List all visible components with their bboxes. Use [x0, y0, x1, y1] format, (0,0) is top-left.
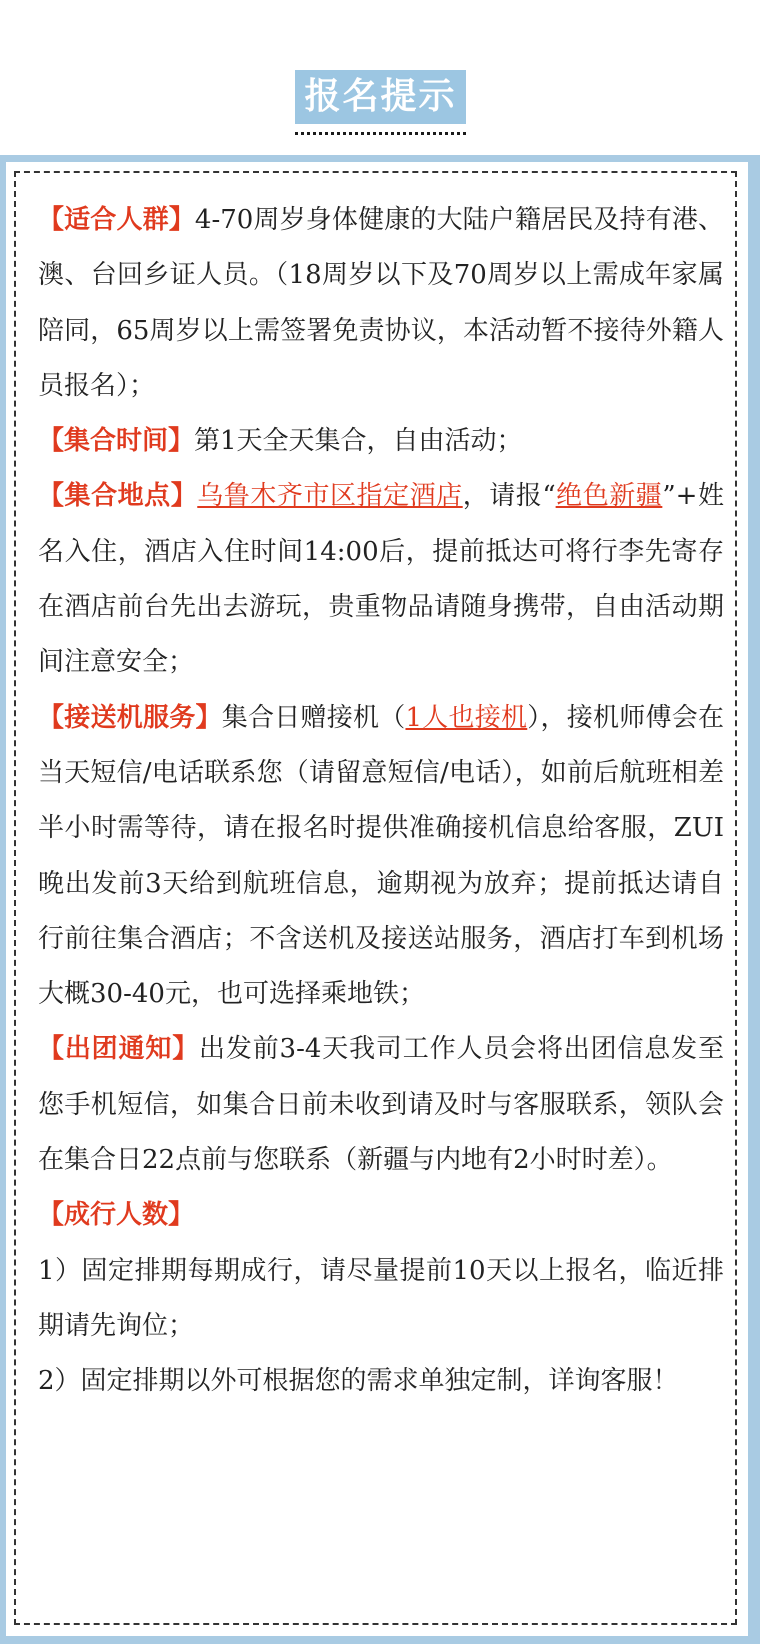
section-text-gather-time: 第1天全天集合，自由活动； [194, 426, 523, 457]
content-panel [6, 162, 748, 1636]
section-text-crowd: 4-70周岁身体健康的大陆户籍居民及持有港、澳、台回乡证人员。（18周岁以下及70周岁以上需成年家属陪同，65周岁以上需签署免责协议，本活动暂不接待外籍人员报名）； [38, 205, 724, 401]
section-pickup [38, 691, 724, 1023]
page-title: 报名提示 [295, 70, 466, 124]
hotel-link[interactable]: 乌鲁木齐市区指定酒店 [197, 481, 463, 512]
section-text-notice: 出发前3-4天我司工作人员会将出团信息发至您手机短信，如集合日前未收到请及时与客服联系，领队会在集合日22点前与您联系（新疆与内地有2小时时差）。 [38, 1034, 724, 1176]
section-label-pickup: 【接送机服务】 [38, 702, 222, 733]
pickup-text-1: 集合日赠接机（ [221, 702, 406, 733]
notice-content [38, 193, 724, 1410]
section-notice [38, 1022, 724, 1188]
section-label-crowd: 【适合人群】 [38, 205, 195, 235]
content-frame [0, 155, 760, 1644]
section-gather-time [38, 414, 724, 469]
section-gather-place [38, 469, 724, 690]
pickup-link[interactable]: 1人也接机 [405, 702, 528, 733]
title-dotted-underline [295, 132, 466, 135]
brand-link[interactable]: 绝色新疆 [555, 481, 663, 512]
section-label-gather-place: 【集合地点】 [38, 481, 198, 512]
section-group-size [38, 1188, 724, 1243]
dashed-border [14, 171, 737, 1625]
section-crowd [38, 193, 724, 414]
group-size-item-2: 2）固定排期以外可根据您的需求单独定制，详询客服！ [38, 1366, 679, 1397]
header [0, 0, 760, 155]
pickup-text-2: ），接机师傅会在当天短信/电话联系您（请留意短信/电话），如前后航班相差半小时需等待，请在报名时提供准确接机信息给客服，ZUI晚出发前3天给到航班信息，逾期视为放弃；提前抵达请自行前往集合酒店；不含送机及接送站服务，酒店打车到机场大概30-40元，也可选择乘地铁； [38, 702, 724, 1010]
section-label-group-size: 【成行人数】 [38, 1200, 195, 1231]
gather-place-text-2: ”+姓名入住，酒店入住时间14:00后，提前抵达可将行李先寄存在酒店前台先出去游玩，贵重物品请随身携带，自由活动期间注意安全； [38, 481, 724, 678]
group-size-item-1: 1）固定排期每期成行，请尽量提前10天以上报名，临近排期请先询位； [38, 1255, 724, 1341]
section-label-notice: 【出团通知】 [38, 1034, 200, 1065]
gather-place-text-1: ，请报“ [462, 481, 556, 512]
section-label-gather-time: 【集合时间】 [38, 426, 195, 457]
